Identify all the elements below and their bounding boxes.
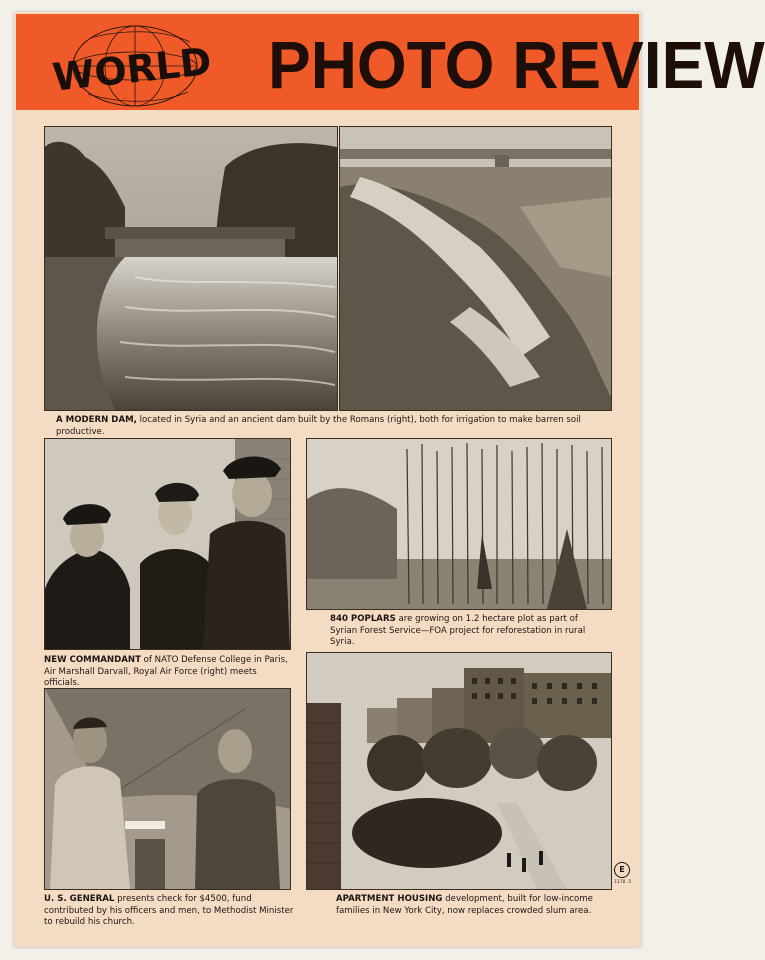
print-code: 1178 .5 — [614, 880, 632, 885]
page-title: PHOTO REVIEW — [268, 26, 765, 103]
dam-caption-text: located in Syria and an ancient dam built by the Romans (right), both for irrigation to make barren soil productive. — [56, 415, 581, 437]
housing-caption-lead: APARTMENT HOUSING — [336, 894, 443, 904]
general-caption-text: presents check for $4500, fund contributed by his officers and men, to Methodist Minister to rebuild his church. — [44, 894, 294, 927]
poplars-caption-lead: 840 POPLARS — [330, 614, 396, 624]
housing-caption-text: development, built for low-income families in New York City, now replaces crowded slum area. — [336, 894, 593, 916]
modern-dam-photo — [44, 126, 338, 411]
dam-caption-lead: A MODERN DAM, — [56, 415, 137, 425]
commandant-caption-text: of NATO Defense College in Paris, Air Marshall Darvall, Royal Air Force (right) meets officials. — [44, 655, 288, 688]
corner-mark: E — [614, 862, 630, 878]
general-caption-lead: U. S. GENERAL — [44, 894, 115, 904]
housing-caption — [336, 894, 606, 917]
roman-dam-photo — [339, 126, 612, 411]
officers-photo — [44, 438, 291, 650]
poplars-photo — [306, 438, 612, 610]
commandant-caption-lead: NEW COMMANDANT — [44, 655, 141, 665]
apartment-housing-photo — [306, 652, 612, 890]
dam-caption — [56, 415, 616, 438]
general-caption — [44, 894, 294, 929]
logo-text: WORLD — [50, 39, 214, 100]
poplars-caption-text: are growing on 1.2 hectare plot as part of Syrian Forest Service—FOA project for reforestation in rural Syria. — [330, 614, 586, 647]
general-photo — [44, 688, 291, 890]
world-logo — [30, 20, 240, 112]
poplars-caption — [330, 614, 600, 649]
commandant-caption — [44, 655, 294, 690]
